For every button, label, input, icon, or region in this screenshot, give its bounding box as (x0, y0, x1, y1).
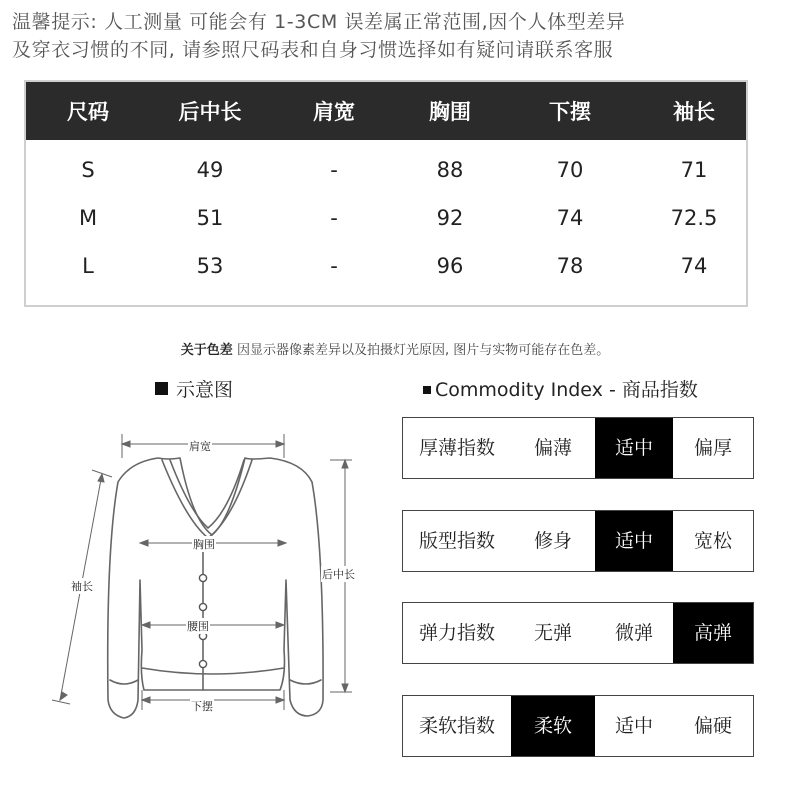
color-difference-note (0, 339, 790, 358)
size-chart-header (26, 82, 746, 140)
diagram-title (155, 375, 233, 402)
label-hem: 下摆 (191, 700, 213, 713)
index-option-selected: 适中 (595, 511, 673, 571)
index-option-selected: 柔软 (511, 696, 595, 756)
size-chart-table (24, 80, 748, 307)
table-cell: 72.5 (670, 206, 718, 230)
index-option: 修身 (533, 530, 572, 552)
index-option: 偏硬 (693, 715, 732, 737)
garment-diagram (40, 410, 390, 770)
index-fit (402, 510, 754, 572)
square-bullet-icon (423, 386, 431, 394)
index-option: 宽松 (693, 530, 732, 552)
table-cell: 78 (556, 254, 584, 278)
table-cell: - (330, 206, 338, 230)
index-option-selected: 高弹 (673, 603, 753, 663)
size-notice (12, 8, 782, 64)
header-chest: 胸围 (429, 100, 471, 124)
commodity-index-title (423, 375, 698, 402)
diagram-title-text: 示意图 (176, 379, 234, 401)
table-cell: 71 (680, 158, 708, 182)
index-option-selected: 适中 (595, 418, 673, 478)
notice-line-1: 温馨提示: 人工测量 可能会有 1-3CM 误差属正常范围,因个人体型差异 (12, 11, 626, 33)
table-cell: 92 (436, 206, 464, 230)
color-note-text: 因显示器像素差异以及拍摄灯光原因, 图片与实物可能存在色差。 (236, 343, 610, 358)
table-cell: 96 (436, 254, 464, 278)
index-name: 柔软指数 (418, 715, 495, 737)
label-shoulder: 肩宽 (189, 440, 211, 453)
table-cell: 88 (436, 158, 464, 182)
color-note-label: 关于色差 (180, 343, 233, 358)
label-waist: 腰围 (187, 620, 209, 633)
index-elasticity (402, 602, 754, 664)
index-name: 版型指数 (418, 530, 495, 552)
table-cell: - (330, 158, 338, 182)
table-cell: 74 (556, 206, 584, 230)
label-sleeve: 袖长 (71, 580, 93, 593)
header-hem: 下摆 (549, 100, 591, 124)
index-thickness (402, 417, 754, 479)
index-option: 偏薄 (533, 437, 572, 459)
table-cell: 49 (196, 158, 224, 182)
label-chest: 胸围 (193, 538, 215, 551)
table-cell: 74 (680, 254, 708, 278)
index-option: 适中 (614, 715, 653, 737)
square-bullet-icon (155, 382, 168, 395)
index-option: 微弹 (614, 622, 653, 644)
header-back-length: 后中长 (178, 100, 242, 124)
index-option: 偏厚 (693, 437, 732, 459)
table-cell: 53 (196, 254, 224, 278)
notice-line-2: 及穿衣习惯的不同, 请参照尺码表和自身习惯选择如有疑问请联系客服 (12, 39, 614, 61)
header-sleeve: 袖长 (673, 100, 715, 124)
commodity-title-text: Commodity Index - 商品指数 (435, 379, 698, 401)
table-cell: S (81, 158, 95, 182)
index-softness (402, 695, 754, 757)
label-back-length: 后中长 (322, 568, 355, 581)
index-name: 弹力指数 (418, 622, 495, 644)
header-shoulder: 肩宽 (313, 100, 355, 124)
table-cell: - (330, 254, 338, 278)
index-name: 厚薄指数 (418, 437, 495, 459)
index-option: 无弹 (533, 622, 572, 644)
table-cell: L (82, 254, 94, 278)
header-size: 尺码 (67, 100, 109, 124)
table-cell: 51 (196, 206, 224, 230)
table-cell: M (78, 206, 98, 230)
table-cell: 70 (556, 158, 584, 182)
